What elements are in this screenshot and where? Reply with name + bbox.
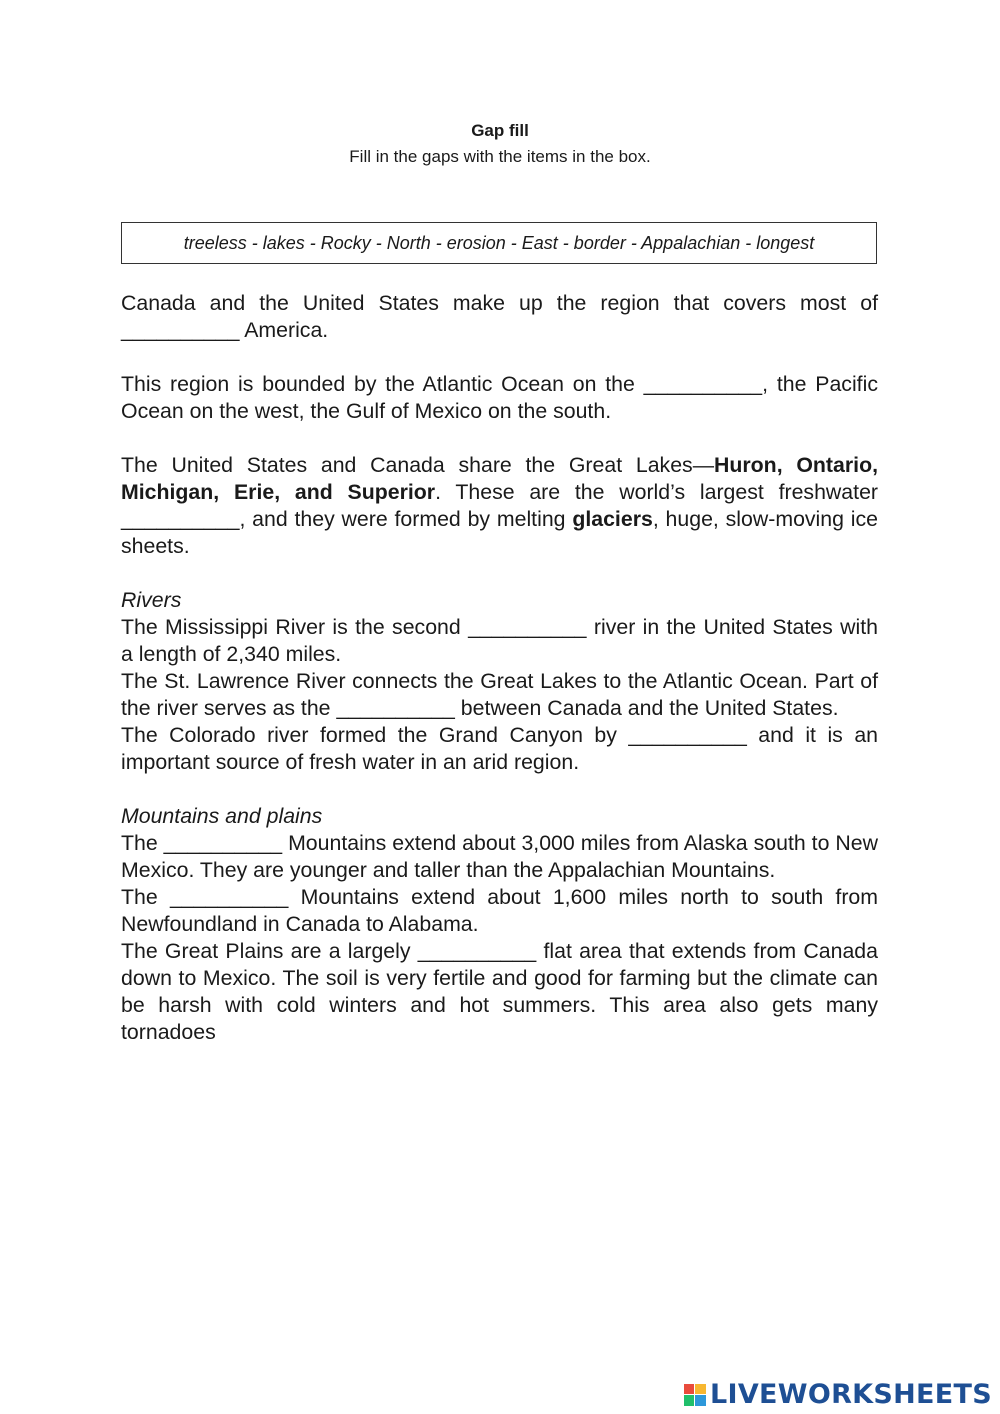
logo-mark-icon	[684, 1384, 706, 1406]
text-segment: The	[121, 885, 170, 909]
rivers-sentence-2	[121, 668, 878, 722]
text-segment: The Colorado river formed the Grand Canyon by	[121, 723, 629, 747]
text-segment: flat area that extends from Canada down to Mexico. The soil is very fertile and good for farming but the climate can be harsh with cold winters and hot summers. This area also gets many tornadoes	[121, 939, 878, 1044]
gap-blank-1[interactable]: __________	[121, 318, 240, 342]
text-segment: Mountains extend about 1,600 miles north to south from Newfoundland in Canada to Alabama.	[121, 885, 878, 936]
text-segment: Mountains extend about 3,000 miles from Alaska south to New Mexico. They are younger and taller than the Appalachian Mountains.	[121, 831, 878, 882]
text-segment: America.	[239, 318, 329, 342]
text-segment: , and they were formed by melting	[239, 507, 573, 531]
text-segment: and it is an important source of fresh water in an arid region.	[121, 723, 879, 774]
text-segment: The St. Lawrence River connects the Great Lakes to the Atlantic Ocean. Part of the river serves as the	[121, 669, 878, 720]
paragraph-3	[121, 452, 878, 560]
gap-blank-5[interactable]: __________	[336, 696, 455, 720]
worksheet-content	[121, 290, 878, 1046]
instructions: Fill in the gaps with the items in the box.	[349, 147, 651, 166]
logo-square-3	[684, 1395, 695, 1406]
text-segment: The	[121, 831, 164, 855]
text-segment: This region is bounded by the Atlantic Ocean on the	[121, 372, 644, 396]
logo-square-1	[684, 1384, 695, 1395]
gap-blank-8[interactable]: __________	[169, 885, 289, 909]
rivers-sentence-3	[121, 722, 878, 776]
gap-blank-9[interactable]: __________	[417, 939, 537, 963]
gap-blank-3[interactable]: __________	[121, 507, 240, 531]
text-segment: . These are the world’s largest freshwater	[435, 480, 878, 504]
logo-square-2	[695, 1384, 706, 1395]
mountains-heading: Mountains and plains	[121, 804, 323, 828]
gap-blank-2[interactable]: __________	[643, 372, 763, 396]
gap-blank-4[interactable]: __________	[468, 615, 587, 639]
mountains-sentence-1	[121, 830, 878, 884]
logo-text: LIVEWORKSHEETS	[709, 1379, 992, 1410]
mountains-sentence-2	[121, 884, 878, 938]
text-segment: river in the United States with a length of 2,340 miles.	[121, 615, 878, 666]
rivers-sentence-1	[121, 614, 878, 668]
great-lakes-names: Huron, Ontario, Michigan, Erie, and Superior	[121, 453, 878, 504]
gap-blank-7[interactable]: __________	[163, 831, 283, 855]
text-segment: , the Pacific Ocean on the west, the Gulf of Mexico on the south.	[121, 372, 878, 423]
logo-square-4	[695, 1395, 706, 1406]
word-bank-box	[121, 222, 877, 264]
gap-blank-6[interactable]: __________	[628, 723, 747, 747]
text-segment: Canada and the United States make up the region that covers most of	[121, 291, 878, 315]
text-segment: The Great Plains are a largely	[121, 939, 418, 963]
glaciers-term: glaciers	[572, 507, 653, 531]
word-bank-text: treeless - lakes - Rocky - North - erosion - East - border - Appalachian - longest	[183, 232, 815, 253]
text-segment: , huge, slow-moving ice sheets.	[121, 507, 878, 558]
liveworksheets-logo[interactable]	[684, 1379, 992, 1410]
paragraph-2	[121, 371, 878, 425]
mountains-sentence-3	[121, 938, 878, 1046]
text-segment: between Canada and the United States.	[454, 696, 839, 720]
page-title: Gap fill	[471, 121, 529, 140]
paragraph-1	[121, 290, 878, 344]
text-segment: The United States and Canada share the Great Lakes—	[121, 453, 714, 477]
rivers-heading: Rivers	[121, 588, 182, 612]
text-segment: The Mississippi River is the second	[121, 615, 469, 639]
